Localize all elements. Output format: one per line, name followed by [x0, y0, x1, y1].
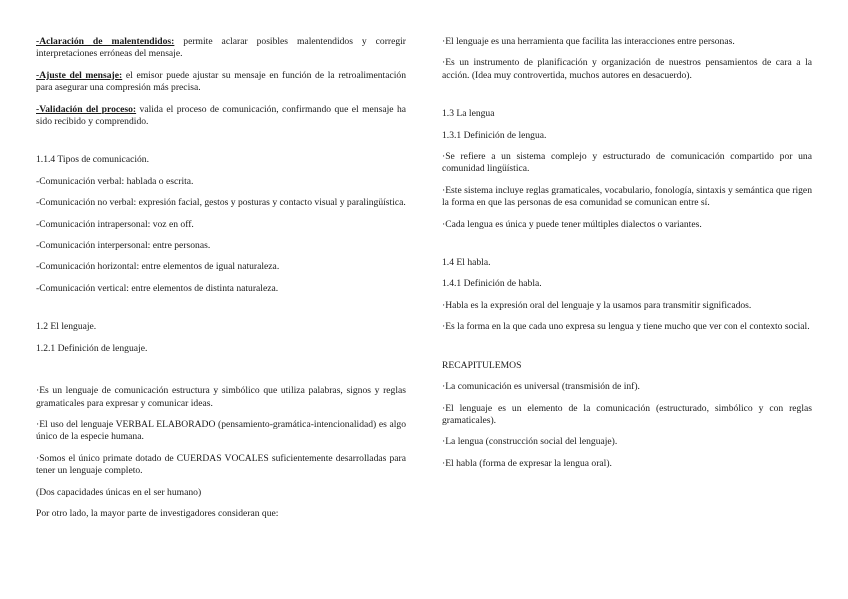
term-label: -Aclaración de malentendidos:	[36, 36, 175, 47]
list-item: -Comunicación intrapersonal: voz en off.	[36, 218, 194, 230]
list-item: ·Es un instrumento de planificación y organización de nuestros pensamientos de cara a la acción. (Idea muy controvertida, muchos autores en desacuerdo).	[442, 57, 812, 81]
list-item: ·Habla es la expresión oral del lenguaje y la usamos para transmitir significados.	[442, 299, 752, 311]
list-item: -Comunicación interpersonal: entre personas.	[36, 240, 211, 252]
section-heading-tipos: 1.1.4 Tipos de comunicación.	[36, 154, 149, 166]
section-heading-habla: 1.4 El habla.	[442, 257, 491, 269]
list-item: -Comunicación horizontal: entre elementos de igual naturaleza.	[36, 261, 280, 273]
subsection-heading: 1.4.1 Definición de habla.	[442, 278, 542, 290]
list-item: ·Es un lenguaje de comunicación estructura y simbólico que utiliza palabras, signos y reglas gramaticales para expresar y comunicar ideas.	[36, 385, 406, 409]
section-heading-lenguaje: 1.2 El lenguaje.	[36, 321, 97, 333]
list-item: ·La comunicación es universal (transmisión de inf).	[442, 381, 640, 393]
intro-paragraph-2: -Ajuste del mensaje: el emisor puede ajustar su mensaje en función de la retroalimentación para asegurar una compresión más precisa.	[36, 69, 406, 94]
intro-paragraph-3: -Validación del proceso: valida el proceso de comunicación, confirmando que el mensaje ha sido recibido y comprendido.	[36, 103, 406, 128]
term-label: -Ajuste del mensaje:	[36, 69, 123, 81]
list-item: -Comunicación vertical: entre elementos de distinta naturaleza.	[36, 282, 279, 294]
list-item: ·El uso del lenguaje VERBAL ELABORADO (pensamiento-gramática-intencionalidad) es algo único de la especie humana.	[36, 418, 406, 443]
right-column	[442, 36, 812, 479]
list-item: ·Este sistema incluye reglas gramaticales, vocabulario, fonología, sintaxis y semántica que rigen la forma en que las personas de esa comunidad se comunican entre sí.	[442, 184, 812, 209]
left-column	[36, 36, 406, 529]
subsection-heading: 1.2.1 Definición de lenguaje.	[36, 342, 148, 354]
list-item: Por otro lado, la mayor parte de investigadores consideran que:	[36, 507, 279, 519]
list-item: ·El lenguaje es un elemento de la comunicación (estructurado, simbólico y con reglas gramaticales).	[442, 402, 812, 426]
list-item: ·Es la forma en la que cada uno expresa su lengua y tiene mucho que ver con el contexto social.	[442, 321, 810, 333]
list-item: ·Somos el único primate dotado de CUERDAS VOCALES suficientemente desarrolladas para tener un lenguaje completo.	[36, 452, 406, 477]
list-item: ·Se refiere a un sistema complejo y estructurado de comunicación compartido por una comunidad lingüística.	[442, 151, 812, 175]
list-item: ·El lenguaje es una herramienta que facilita las interacciones entre personas.	[442, 36, 735, 47]
section-heading-recap: RECAPITULEMOS	[442, 359, 522, 371]
section-heading-lengua: 1.3 La lengua	[442, 108, 495, 120]
list-item: ·Cada lengua es única y puede tener múltiples dialectos o variantes.	[442, 218, 702, 230]
term-label: -Validación del proceso:	[36, 103, 137, 115]
list-item: -Comunicación verbal: hablada o escrita.	[36, 175, 194, 187]
list-item: ·La lengua (construcción social del lenguaje).	[442, 436, 618, 448]
intro-paragraph-1: -Aclaración de malentendidos: permite aclarar posibles malentendidos y corregir interpretaciones erróneas del mensaje.	[36, 36, 406, 60]
list-item: -Comunicación no verbal: expresión facial, gestos y posturas y contacto visual y paralingüística.	[36, 197, 406, 209]
list-item: (Dos capacidades únicas en el ser humano)	[36, 486, 202, 498]
subsection-heading: 1.3.1 Definición de lengua.	[442, 129, 547, 141]
list-item: ·El habla (forma de expresar la lengua oral).	[442, 457, 612, 469]
